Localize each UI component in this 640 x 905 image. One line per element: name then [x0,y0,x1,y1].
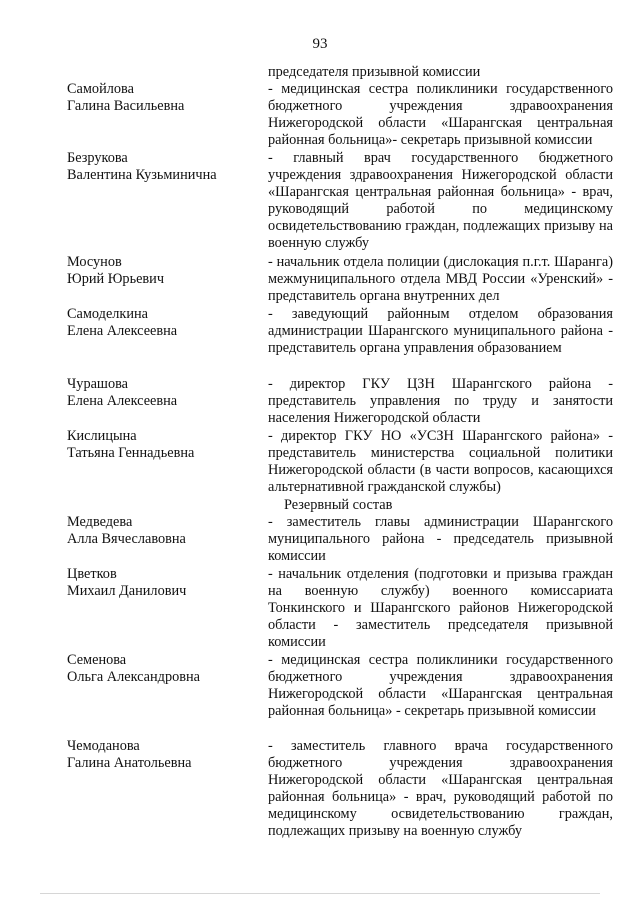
page-number: 93 [312,36,328,52]
member-name [67,514,262,548]
member-name [67,254,262,288]
continuation-text: председателя призывной комиссии [268,64,481,80]
member-given-names: Елена Алексеевна [67,323,178,340]
member-role: - медицинская сестра поликлиники государственного бюджетного учреждения здравоохранения Нижегородской области «Шарангская центральная районная больница»- секретарь призывной комиссии [268,81,613,149]
member-given-names: Галина Васильевна [67,98,185,115]
member-name [67,566,262,600]
member-given-names: Юрий Юрьевич [67,271,165,288]
member-role: - заместитель главы администрации Шарангского муниципального района - председатель призывной комиссии [268,514,613,565]
member-name [67,428,262,462]
member-given-names: Елена Алексеевна [67,393,178,410]
page-edge-divider [40,893,600,894]
member-surname: Цветков [67,566,117,582]
member-name [67,306,262,340]
member-role: - заместитель главного врача государственного бюджетного учреждения здравоохранения Нижегородской области «Шарангская центральная районная больница» - врач, руководящий работой по медицинскому освидетельствованию граждан, подлежащих призыву на военную службу [268,738,613,840]
member-role: - главный врач государственного бюджетного учреждения здравоохранения Нижегородской области «Шарангская центральная районная больница» - врач, руководящий работой по медицинскому освидетельствованию граждан, подлежащих призыву на военную службу [268,150,613,252]
member-given-names: Михаил Данилович [67,583,187,600]
member-surname: Самойлова [67,81,134,97]
member-surname: Чемоданова [67,738,140,754]
reserve-section-title: Резервный состав [284,497,393,513]
member-given-names: Валентина Кузьминична [67,167,217,184]
member-surname: Медведева [67,514,133,530]
member-role: - начальник отделения (подготовки и призыва граждан на военную службу) военного комиссариата Тонкинского и Шарангского районов Нижегородской области - заместитель председателя призывной комиссии [268,566,613,651]
member-name [67,150,262,184]
member-name [67,652,262,686]
member-surname: Самоделкина [67,306,149,322]
member-surname: Безрукова [67,150,128,166]
member-given-names: Татьяна Геннадьевна [67,445,195,462]
member-given-names: Алла Вячеславовна [67,531,186,548]
member-name [67,738,262,772]
member-surname: Семенова [67,652,127,668]
member-role: - заведующий районным отделом образования администрации Шарангского муниципального района - представитель органа управления образованием [268,306,613,357]
member-name [67,81,262,115]
member-surname: Чурашова [67,376,128,392]
member-role: - медицинская сестра поликлиники государственного бюджетного учреждения здравоохранения Нижегородской области «Шарангская центральная районная больница» - секретарь призывной комиссии [268,652,613,720]
member-role: - директор ГКУ ЦЗН Шарангского района - представитель управления по труду и занятости населения Нижегородской области [268,376,613,427]
member-role: - начальник отдела полиции (дислокация п.г.т. Шаранга) межмуниципального отдела МВД России «Уренский» - представитель органа внутренних дел [268,254,613,305]
member-surname: Кислицына [67,428,137,444]
member-name [67,376,262,410]
member-role: - директор ГКУ НО «УСЗН Шарангского района» - представитель министерства социальной политики Нижегородской области (в части вопросов, касающихся альтернативной гражданской службы) [268,428,613,496]
member-given-names: Ольга Александровна [67,669,200,686]
member-given-names: Галина Анатольевна [67,755,192,772]
member-surname: Мосунов [67,254,122,270]
